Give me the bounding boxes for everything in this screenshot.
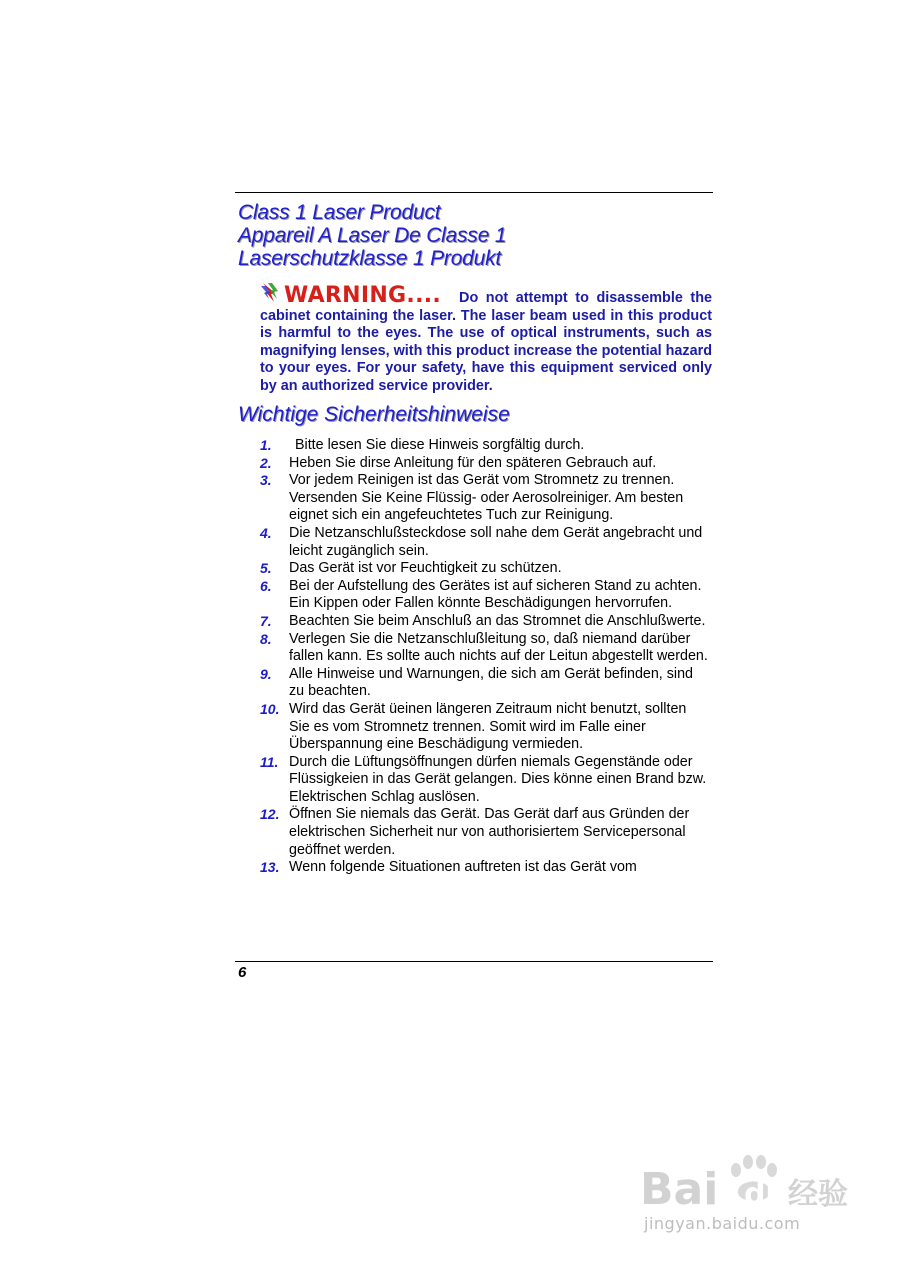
instruction-item (260, 525, 710, 560)
instruction-text: Bitte lesen Sie diese Hinweis sorgfältig durch. (295, 437, 585, 453)
instruction-item (260, 578, 710, 613)
instruction-item (260, 472, 710, 525)
instruction-number: 5. (260, 560, 272, 577)
instruction-text: Das Gerät ist vor Feuchtigkeit zu schützen. (289, 560, 562, 577)
instruction-text: Verlegen Sie die Netzanschlußleitung so, daß niemand darüber fallen kann. Es sollte auch nichts auf der Leitun abgestellt werden. (289, 630, 708, 665)
baidu-jingyan-logo (638, 1142, 858, 1222)
page-number: 6 (238, 964, 247, 981)
instruction-number: 12. (260, 806, 280, 823)
instruction-number: 11. (260, 753, 279, 770)
svg-text:du: du (744, 1177, 787, 1212)
instruction-number: 7. (260, 612, 272, 629)
baidu-watermark (638, 1142, 858, 1252)
instruction-number: 2. (260, 454, 272, 471)
instruction-text: Öffnen Sie niemals das Gerät. Das Gerät darf aus Gründen der elektrischen Sicherheit nur von authorisiertem Servicepersonal geöffnet werden. (289, 806, 690, 858)
svg-text:经验: 经验 (788, 1177, 848, 1212)
instruction-item (260, 437, 710, 455)
instruction-number: 3. (260, 472, 272, 489)
instruction-text: Wenn folgende Situationen auftreten ist das Gerät vom (289, 859, 637, 876)
instruction-text: Beachten Sie beim Anschluß an das Stromnet die Anschlußwerte. (289, 612, 706, 629)
instruction-text: Alle Hinweise und Warnungen, die sich am Gerät befinden, sind zu beachten. (289, 665, 693, 700)
instruction-item (260, 455, 710, 473)
instruction-number: 8. (260, 630, 272, 647)
instruction-item (260, 701, 710, 754)
bottom-divider (235, 961, 713, 962)
safety-instructions-list (260, 437, 710, 877)
svg-text:Bai: Bai (640, 1164, 719, 1215)
instruction-item (260, 806, 710, 859)
warning-lightning-icon (260, 282, 284, 304)
instruction-number: 9. (260, 665, 272, 682)
instruction-number: 13. (260, 859, 280, 876)
instruction-number: 4. (260, 524, 272, 541)
instruction-number: 10. (260, 700, 280, 717)
instruction-item (260, 631, 710, 666)
laser-warning (260, 282, 712, 396)
top-divider (235, 192, 713, 193)
warning-heading (260, 282, 441, 308)
instruction-text: Durch die Lüftungsöffnungen dürfen niemals Gegenstände oder Flüssigkeien in das Gerät gelangen. Dies könne einen Brand bzw. Elektrischen Schlag auslösen. (289, 753, 707, 805)
warning-text: Do not attempt to disassemble the cabinet containing the laser. The laser beam used in this product is harmful to the eyes. The use of optical instruments, such as magnifying lenses, with this product increase the potential hazard to your eyes. For your safety, have this equipment serviced only by an authorized service provider. (260, 290, 712, 394)
instruction-item (260, 754, 710, 807)
instruction-item (260, 666, 710, 701)
instruction-text: Die Netzanschlußsteckdose soll nahe dem Gerät angebracht und leicht zugänglich sein. (289, 524, 703, 559)
instruction-text: Heben Sie dirse Anleitung für den späteren Gebrauch auf. (289, 454, 657, 471)
watermark-url: jingyan.baidu.com (644, 1214, 801, 1233)
title-english: Class 1 Laser Product (238, 201, 441, 224)
instruction-text: Bei der Aufstellung des Gerätes ist auf sicheren Stand zu achten. Ein Kippen oder Fallen könnte Beschädigungen hervorrufen. (289, 577, 702, 612)
instruction-number: 1. (260, 437, 272, 453)
instruction-item (260, 560, 710, 578)
instruction-text: Vor jedem Reinigen ist das Gerät vom Stromnetz zu trennen. Versenden Sie Keine Flüssig- oder Aerosolreiniger. Am besten eignet sich ein angefeuchtetes Tuch zur Reinigung. (289, 472, 684, 524)
warning-label: WARNING.... (284, 283, 442, 308)
instruction-text: Wird das Gerät üeinen längeren Zeitraum nicht benutzt, sollten Sie es vom Stromnetz trennen. Somit wird im Falle einer Überspannung eine Beschädigung vermieden. (289, 700, 687, 753)
instruction-number: 6. (260, 577, 272, 594)
instruction-item (260, 613, 710, 631)
safety-section-heading: Wichtige Sicherheitshinweise (238, 403, 510, 426)
title-german: Laserschutzklasse 1 Produkt (238, 247, 502, 270)
laser-class-titles (238, 201, 708, 270)
title-french: Appareil A Laser De Classe 1 (238, 224, 507, 247)
instruction-item (260, 859, 710, 877)
